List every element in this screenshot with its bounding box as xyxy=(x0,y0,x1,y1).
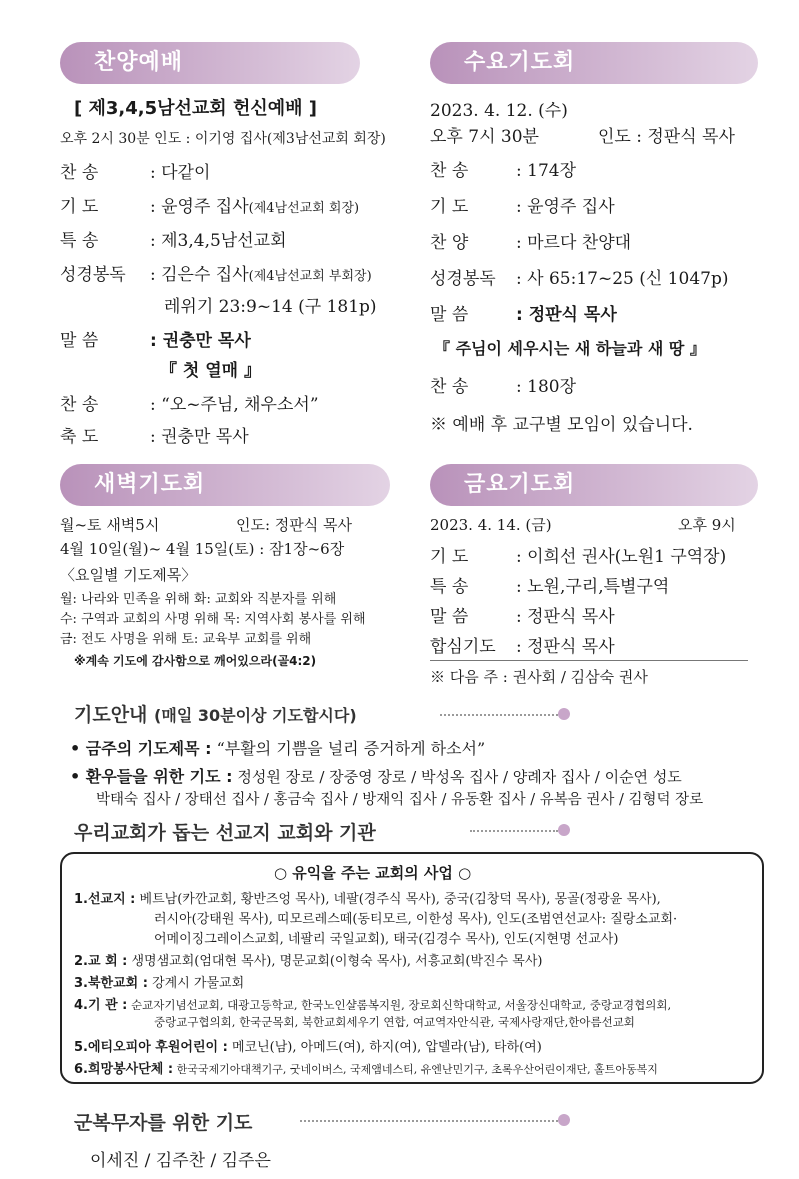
mission-line: 6.희망봉사단체 : 한국국제기아대책기구, 굿네이버스, 국제앰네스티, 유엔난민기구, 초록우산어린이재단, 홀트아동복지 xyxy=(74,1062,658,1077)
dawn-schedule: 월~토 새벽5시 xyxy=(60,516,160,534)
wednesday-leader: 인도 : 정판식 목사 xyxy=(598,127,735,147)
friday-row: 말 씀 : 정판식 목사 xyxy=(430,607,615,627)
prayer-item-weekly: • 금주의 기도제목 : “부활의 기쁨을 널리 증거하게 하소서” xyxy=(70,739,486,758)
wednesday-heading: 수요기도회 xyxy=(430,42,758,84)
heading-dots xyxy=(300,1120,558,1122)
military-names: 이세진 / 김주찬 / 김주은 xyxy=(90,1151,271,1171)
sunday-time: 오후 2시 30분 인도 : 이기영 집사(제3남선교회 회장) xyxy=(60,131,386,147)
sunday-row: 찬 송 : “오~주님, 채우소서” xyxy=(60,395,319,415)
mission-line: 4.기 관 : 순교자기념선교회, 대광고등학교, 한국노인샬롬복지원, 장로회신학대학교, 서울장신대학교, 중랑교경협의회, xyxy=(74,998,672,1013)
dawn-range: 4월 10일(월)~ 4월 15일(토) : 잠1장~6장 xyxy=(60,540,345,558)
mission-line: 1.선교지 : 베트남(카깐교회, 황반즈엉 목사), 네팔(경주식 목사), 중국(김창덕 목사), 몽골(정광윤 목사), xyxy=(74,892,661,907)
heading-dots xyxy=(440,714,558,716)
sunday-heading: 찬양예배 xyxy=(60,42,360,84)
wednesday-row: 찬 송 : 174장 xyxy=(430,161,577,181)
wednesday-sermon-title: 『 주님이 세우시는 새 하늘과 새 땅 』 xyxy=(434,339,706,358)
dawn-topic: 금: 전도 사명을 위해 토: 교육부 교회를 위해 xyxy=(60,632,312,647)
missions-box-title: ○ 유익을 주는 교회의 사업 ○ xyxy=(274,864,472,882)
dawn-topic: 월: 나라와 민족을 위해 화: 교회와 직분자를 위해 xyxy=(60,592,337,607)
friday-row: 특 송 : 노원,구리,특별구역 xyxy=(430,577,670,597)
wednesday-row: 기 도 : 윤영주 집사 xyxy=(430,197,615,217)
sunday-title: [ 제3,4,5남선교회 헌신예배 ] xyxy=(74,98,317,119)
missions-heading: 우리교회가 돕는 선교지 교회와 기관 xyxy=(74,818,376,845)
missions-box xyxy=(60,852,764,1084)
wednesday-row: 말 씀 : 정판식 목사 xyxy=(430,305,617,325)
wednesday-row: 찬 송 : 180장 xyxy=(430,377,577,397)
sunday-row: 특 송 : 제3,4,5남선교회 xyxy=(60,231,287,251)
friday-heading: 금요기도회 xyxy=(430,464,758,506)
dawn-leader: 인도: 정판식 목사 xyxy=(236,516,353,534)
dawn-subtitle: 〈요일별 기도제목〉 xyxy=(60,566,197,584)
friday-time: 오후 9시 xyxy=(678,516,736,534)
friday-next: ※ 다음 주 : 권사회 / 김삼숙 권사 xyxy=(430,668,648,686)
wednesday-time: 오후 7시 30분 xyxy=(430,127,539,147)
friday-divider xyxy=(430,660,748,661)
sunday-sermon: 말 씀 : 권충만 목사 xyxy=(60,331,251,351)
military-heading: 군복무자를 위한 기도 xyxy=(74,1108,252,1135)
heading-dots xyxy=(470,830,558,832)
sunday-row: 기 도 : 윤영주 집사(제4남선교회 회장) xyxy=(60,197,360,217)
dawn-verse: ※계속 기도에 감사함으로 깨어있으라(골4:2) xyxy=(74,654,317,668)
prayer-item-patients-cont: 박태숙 집사 / 장태선 집사 / 홍금숙 집사 / 방재익 집사 / 유동환 집사 / 유복음 권사 / 김형덕 장로 xyxy=(96,792,704,808)
wednesday-row: 성경봉독 : 사 65:17~25 (신 1047p) xyxy=(430,269,729,289)
sunday-row: 성경봉독 : 김은수 집사(제4남선교회 부회장) xyxy=(60,265,372,285)
mission-line: 3.북한교회 : 강계시 가물교회 xyxy=(74,976,245,991)
wednesday-notice: ※ 예배 후 교구별 모임이 있습니다. xyxy=(430,415,693,435)
mission-line: 5.에티오피아 후원어린이 : 메코닌(남), 아메드(여), 하지(여), 압델라(남), 타하(여) xyxy=(74,1040,542,1055)
friday-row: 합심기도 : 정판식 목사 xyxy=(430,637,615,657)
sunday-row: 찬 송 : 다같이 xyxy=(60,163,211,183)
friday-row: 기 도 : 이희선 권사(노원1 구역장) xyxy=(430,547,727,567)
heading-end-dot xyxy=(558,1114,570,1126)
dawn-heading: 새벽기도회 xyxy=(60,464,390,506)
mission-line: 러시아(강태원 목사), 띠모르레스떼(동티모르, 이한성 목사), 인도(조범연선교사: 질랑소교회· xyxy=(154,912,678,927)
sunday-row: 축 도 : 권충만 목사 xyxy=(60,427,249,447)
prayer-guide-heading: 기도안내 (매일 30분이상 기도합시다) xyxy=(74,700,357,727)
wednesday-date: 2023. 4. 12. (수) xyxy=(430,101,568,121)
sunday-sermon-title: 『 첫 열매 』 xyxy=(160,361,262,381)
mission-line: 2.교 회 : 생명샘교회(엄대현 목사), 명문교회(이형숙 목사), 서흥교회(박진수 목사) xyxy=(74,954,543,969)
heading-end-dot xyxy=(558,824,570,836)
heading-end-dot xyxy=(558,708,570,720)
sunday-scripture: 레위기 23:9~14 (구 181p) xyxy=(164,297,377,317)
friday-date: 2023. 4. 14. (금) xyxy=(430,516,552,534)
wednesday-row: 찬 양 : 마르다 찬양대 xyxy=(430,233,632,253)
prayer-item-patients: • 환우들을 위한 기도 : 정성원 장로 / 장중영 장로 / 박성옥 집사 / 양례자 집사 / 이순연 성도 xyxy=(70,767,682,786)
mission-line: 어메이징그레이스교회, 네팔리 국일교회), 태국(김경수 목사), 인도(지현명 선교사) xyxy=(154,932,619,947)
mission-line: 중랑교구협의회, 한국군목회, 북한교회세우기 연합, 여교역자안식관, 국제사랑재단,한아름선교회 xyxy=(154,1015,635,1029)
dawn-topic: 수: 구역과 교회의 사명 위해 목: 지역사회 봉사를 위해 xyxy=(60,612,366,627)
